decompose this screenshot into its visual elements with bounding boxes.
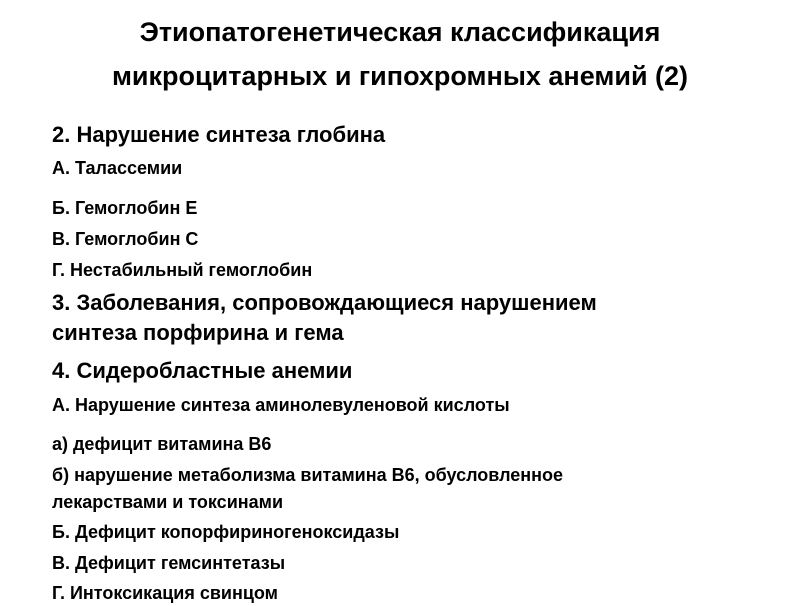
section-sideroblastic-anemias: 4. Сидеробластные анемии: [52, 358, 353, 383]
section-globin-synthesis: 2. Нарушение синтеза глобина: [52, 122, 386, 147]
item-coproporphyrinogen-oxidase-deficiency: Б. Дефицит копорфириногеноксидазы: [52, 522, 400, 542]
item-thalassemias: А. Талассемии: [52, 158, 183, 178]
slide-title-line-2: микроцитарных и гипохромных анемий (2): [111, 61, 689, 91]
item-heme-synthetase-deficiency: В. Дефицит гемсинтетазы: [52, 553, 286, 573]
subitem-b6-metabolism-line-2: лекарствами и токсинами: [52, 492, 284, 512]
item-hemoglobin-c: В. Гемоглобин С: [52, 229, 199, 249]
item-ala-synthesis-disorder: А. Нарушение синтеза аминолевуленовой кислоты: [52, 395, 510, 415]
subitem-b6-deficiency: а) дефицит витамина В6: [52, 434, 272, 454]
section-porphyrin-heme-line-1: 3. Заболевания, сопровождающиеся нарушением: [52, 290, 597, 315]
section-porphyrin-heme-line-2: синтеза порфирина и гема: [52, 320, 344, 345]
item-lead-intoxication: Г. Интоксикация свинцом: [52, 583, 278, 603]
item-unstable-hemoglobin: Г. Нестабильный гемоглобин: [52, 260, 313, 280]
item-hemoglobin-e: Б. Гемоглобин Е: [52, 198, 198, 218]
subitem-b6-metabolism-line-1: б) нарушение метаболизма витамина В6, обусловленное: [52, 465, 564, 485]
slide-title-line-1: Этиопатогенетическая классификация: [139, 17, 661, 47]
